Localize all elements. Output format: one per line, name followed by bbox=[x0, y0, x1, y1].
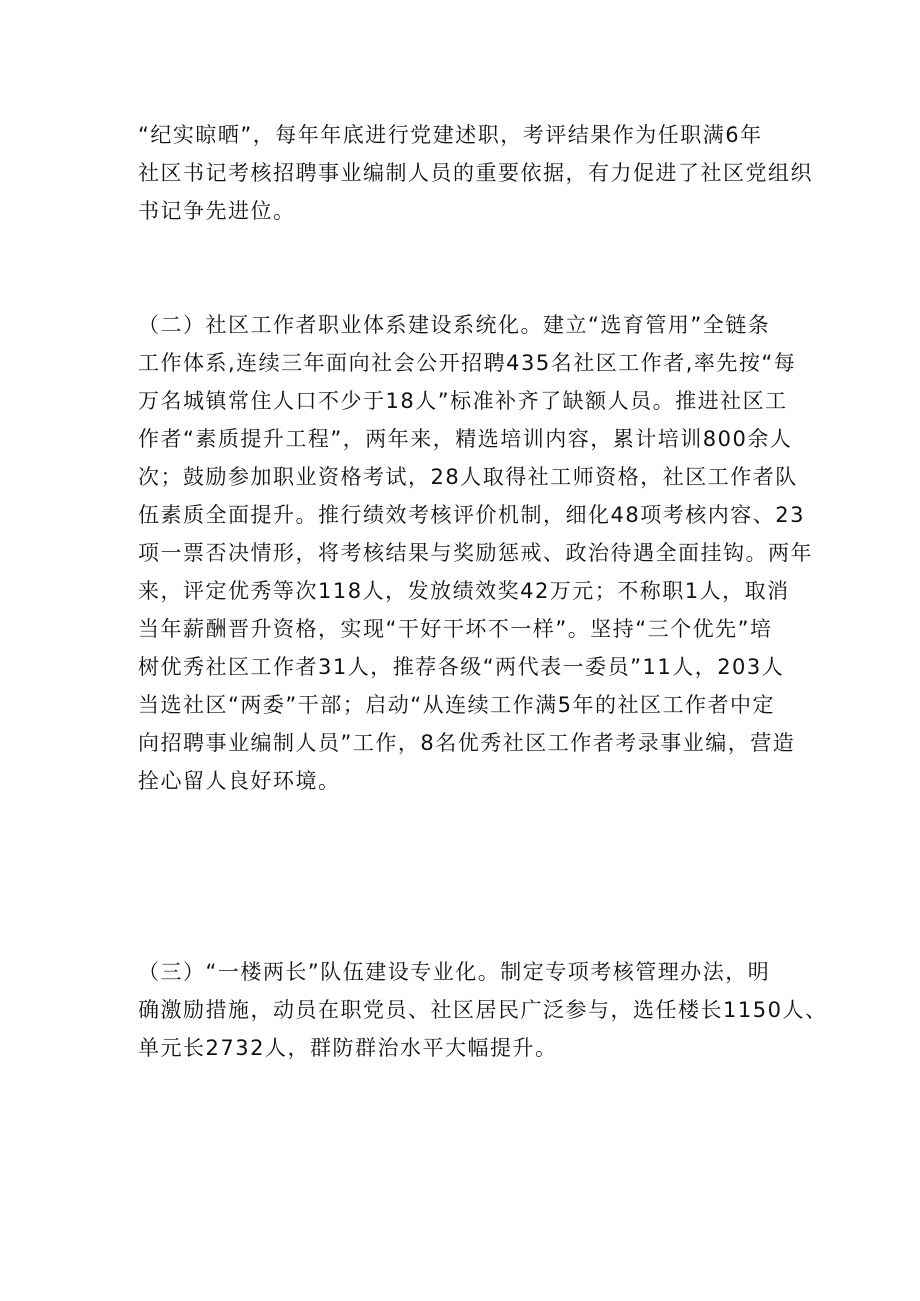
paragraph-1 bbox=[138, 116, 813, 230]
paragraph-3 bbox=[138, 953, 828, 1067]
text-line: “纪实晾晒”，每年年底进行党建述职，考评结果作为任职满6年 bbox=[138, 123, 763, 147]
text-line: 拴心留人良好环境。 bbox=[138, 769, 341, 793]
text-line: 社区书记考核招聘事业编制人员的重要依据，有力促进了社区党组织 bbox=[138, 161, 813, 185]
text-line: 单元长2732人，群防群治水平大幅提升。 bbox=[138, 1036, 558, 1060]
text-line: 万名城镇常住人口不少于18人”标准补齐了缺额人员。推进社区工 bbox=[138, 389, 788, 413]
text-line: 树优秀社区工作者31人，推荐各级“两代表一委员”11人，203人 bbox=[138, 655, 785, 679]
text-line: （二）社区工作者职业体系建设系统化。建立“选育管用”全链条 bbox=[138, 313, 771, 337]
text-line: 当年薪酬晋升资格，实现“干好干坏不一样”。坚持“三个优先”培 bbox=[138, 617, 773, 641]
text-line: 作者“素质提升工程”，两年来，精选培训内容，累计培训800余人 bbox=[138, 427, 793, 451]
text-line: 来，评定优秀等次118人，发放绩效奖42万元；不称职1人，取消 bbox=[138, 579, 790, 603]
text-line: 工作体系,连续三年面向社会公开招聘435名社区工作者,率先按“每 bbox=[138, 351, 797, 375]
text-line: 确激励措施，动员在职党员、社区居民广泛参与，选任楼长1150人、 bbox=[138, 998, 828, 1022]
text-line: 当选社区“两委”干部；启动“从连续工作满5年的社区工作者中定 bbox=[138, 693, 775, 717]
text-line: （三）“一楼两长”队伍建设专业化。制定专项考核管理办法，明 bbox=[138, 960, 771, 984]
paragraph-2 bbox=[138, 306, 813, 800]
text-line: 伍素质全面提升。推行绩效考核评价机制，细化48项考核内容、23 bbox=[138, 503, 805, 527]
text-line: 次；鼓励参加职业资格考试，28人取得社工师资格，社区工作者队 bbox=[138, 465, 798, 489]
text-line: 书记争先进位。 bbox=[138, 199, 296, 223]
text-line: 项一票否决情形，将考核结果与奖励惩戒、政治待遇全面挂钩。两年 bbox=[138, 541, 813, 565]
text-line: 向招聘事业编制人员”工作，8名优秀社区工作者考录事业编，营造 bbox=[138, 731, 796, 755]
